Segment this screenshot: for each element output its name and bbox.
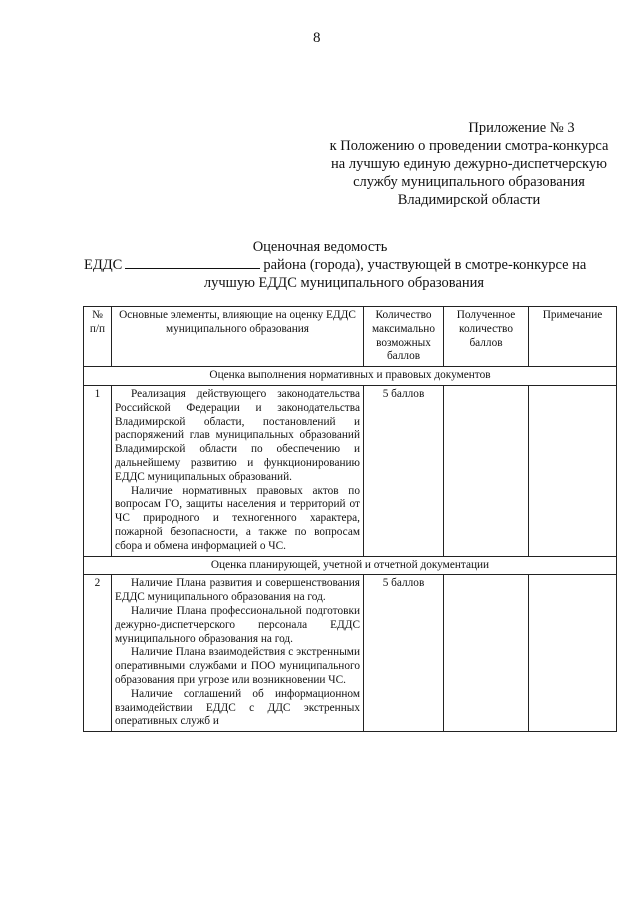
appendix-title: Приложение № 3 [468,120,575,136]
appendix-line: Владимирской области [397,192,541,208]
row-received-score [444,575,529,732]
section-title: Оценка выполнения нормативных и правовых документов [84,367,617,386]
row-number: 2 [84,575,112,732]
sheet-subtitle-line2: лучшую ЕДДС муниципального образования [203,275,485,291]
row-description [112,385,364,556]
section-title: Оценка планирующей, учетной и отчетной документации [84,556,617,575]
header-note: Примечание [529,307,617,367]
section-row [84,367,617,386]
sheet-title: Оценочная ведомость [252,239,388,255]
table-header-row [84,307,617,367]
header-elements: Основные элементы, влияющие на оценку ЕДДС муниципального образования [112,307,364,367]
row-max-score: 5 баллов [364,385,444,556]
table-row [84,385,617,556]
page-number: 8 [313,30,321,46]
description-paragraph: Наличие Плана взаимодействия с экстренными оперативными службами и ПОО муниципального образования при угрозе или возникновении ЧС. [115,646,360,686]
blank-field [125,256,260,269]
sheet-suffix: района (города), участвующей в смотре-конкурсе на [263,257,587,273]
description-paragraph: Наличие нормативных правовых актов по вопросам ГО, защиты населения и территорий от ЧС природного и техногенного характера, пожарной безопасности, а также по вопросам сбора и обмена информацией о ЧС. [115,484,360,552]
appendix-line: к Положению о проведении смотра-конкурса [329,138,609,154]
sheet-subtitle [84,256,614,274]
row-note [529,575,617,732]
row-description [112,575,364,732]
row-received-score [444,385,529,556]
row-max-score: 5 баллов [364,575,444,732]
appendix-line: службу муниципального образования [353,174,585,190]
section-row [84,556,617,575]
appendix-line: на лучшую единую дежурно-диспетчерскую [331,156,607,172]
header-received-score: Полученное количество баллов [444,307,529,367]
description-paragraph: Наличие соглашений об информационном взаимодействии ЕДДС с ДДС экстренных оперативных служб и [115,687,360,728]
header-number: № п/п [84,307,112,367]
description-paragraph: Реализация действующего законодательства Российской Федерации и законодательства Владимирской области, постановлений и распоряжений глав муниципальных образований Владимирской области по обеспечению и дальнейшему развитию и функционированию ЕДДС муниципальных образований. [115,387,360,483]
row-number: 1 [84,385,112,556]
evaluation-table [83,306,617,732]
row-note [529,385,617,556]
description-paragraph: Наличие Плана профессиональной подготовки дежурно-диспетчерского персонала ЕДДС муниципального образования на год. [115,604,360,645]
description-paragraph: Наличие Плана развития и совершенствования ЕДДС муниципального образования на год. [115,577,360,604]
appendix-header [320,119,618,209]
header-max-score: Количество максимально возможных баллов [364,307,444,367]
sheet-prefix: ЕДДС [84,257,123,273]
table-row [84,575,617,732]
